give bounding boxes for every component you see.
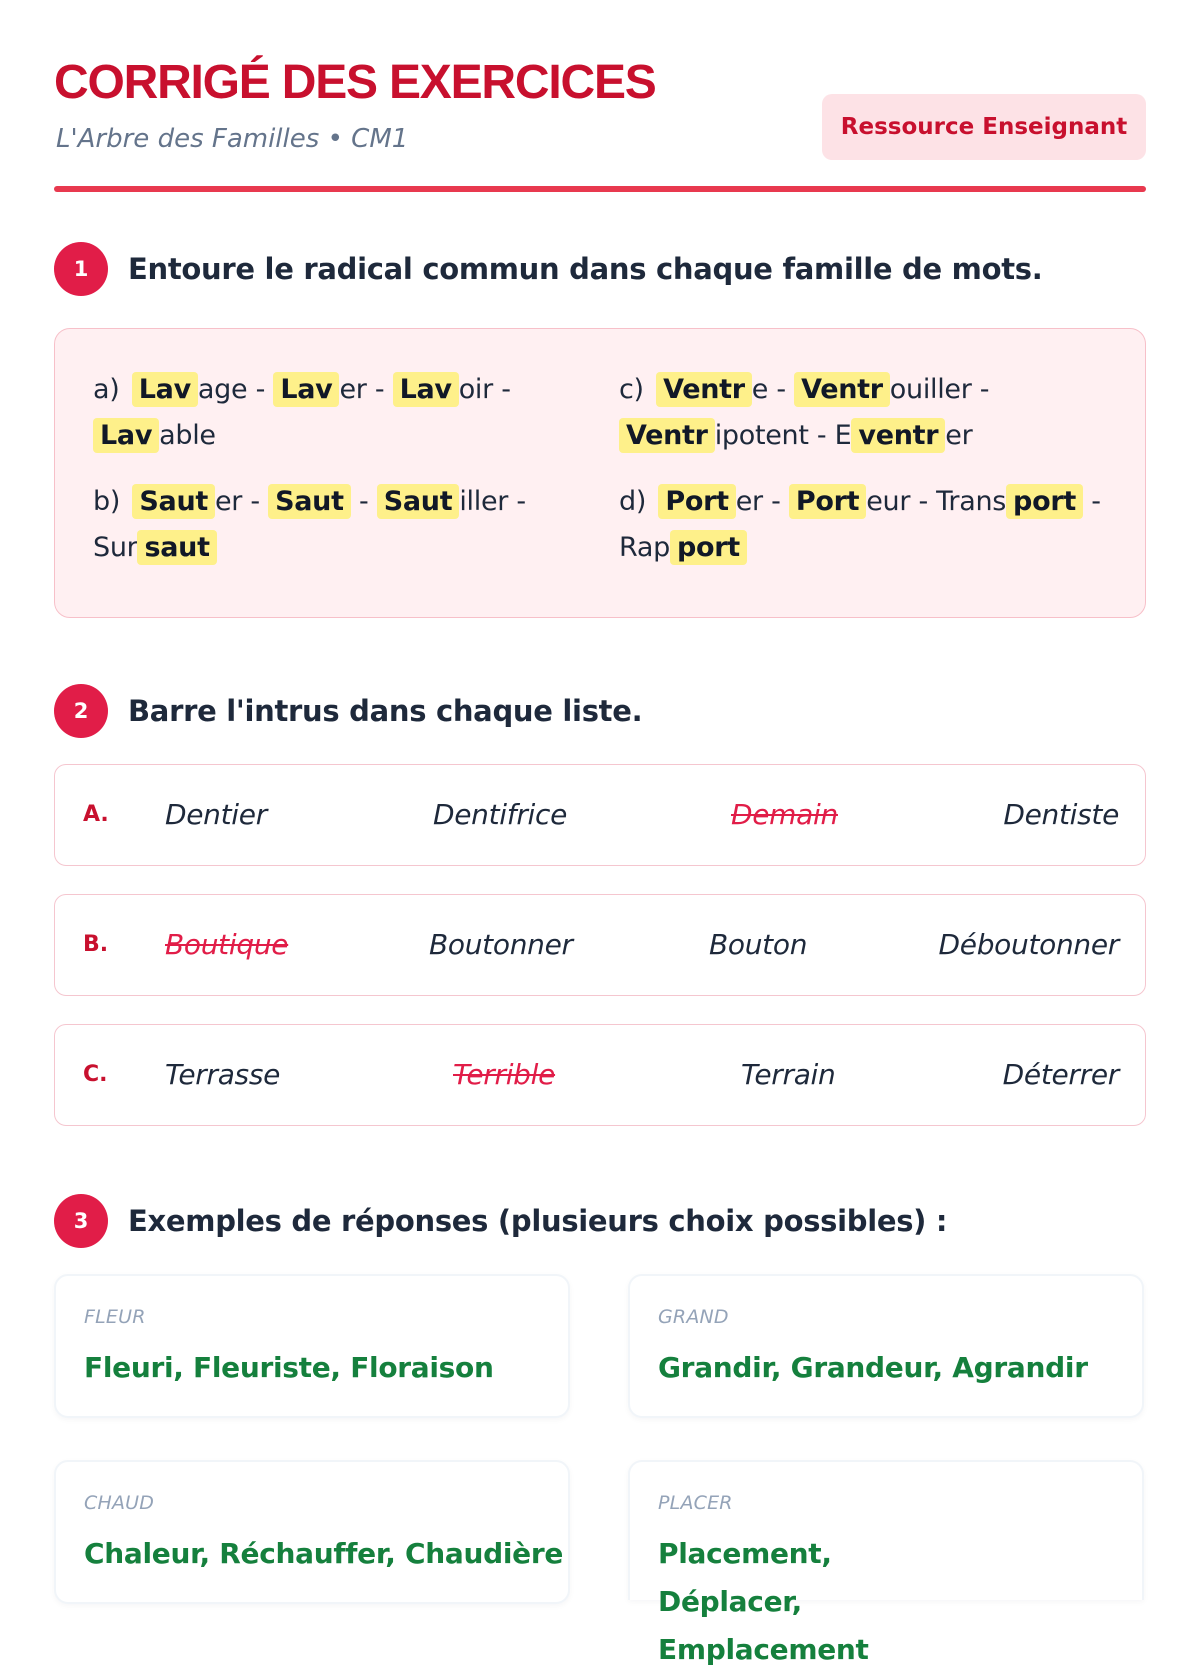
intrus-word-struck: Terrible [453, 1058, 556, 1091]
intrus-row-b [54, 894, 1146, 996]
word-suffix: - [1082, 486, 1101, 517]
radical-highlight: Port [658, 484, 735, 519]
radical-highlight: Ventr [619, 418, 715, 453]
answer-card-grand [628, 1274, 1144, 1418]
radical-highlight: Lav [93, 418, 159, 453]
intrus-row-a [54, 764, 1146, 866]
radical-highlight: saut [137, 530, 216, 565]
answer-card-chaud [54, 1460, 570, 1604]
radical-highlight: Lav [273, 372, 339, 407]
header-divider [54, 186, 1146, 192]
intrus-word-struck: Demain [731, 798, 838, 831]
radical-highlight: port [1006, 484, 1083, 519]
answer-card-label: CHAUD [84, 1492, 155, 1514]
word-families-box [54, 328, 1146, 618]
word-suffix: ouiller - [889, 374, 990, 405]
intrus-row-c [54, 1024, 1146, 1126]
answer-card-text: Grandir, Grandeur, Agrandir [658, 1351, 1088, 1384]
exercise-number-badge: 3 [54, 1194, 108, 1248]
answer-card-placer [628, 1460, 1144, 1666]
exercise-question: Entoure le radical commun dans chaque famille de mots. [128, 252, 1043, 286]
radical-highlight: ventr [851, 418, 945, 453]
page-header [54, 52, 1146, 194]
family-label: d) [619, 486, 647, 517]
row-letter: C. [83, 1062, 108, 1087]
row-letter: B. [83, 932, 109, 957]
row-letter: A. [83, 802, 109, 827]
word-prefix: Rap [619, 532, 670, 563]
word-suffix: oir - [458, 374, 511, 405]
word-suffix: eur - Trans [866, 486, 1007, 517]
exercise-question: Exemples de réponses (plusieurs choix possibles) : [128, 1204, 948, 1238]
list-word: Dentier [165, 798, 267, 831]
radical-highlight: Ventr [794, 372, 890, 407]
page-title: CORRIGÉ DES EXERCICES [54, 56, 656, 109]
exercise-number-badge: 2 [54, 684, 108, 738]
word-prefix: Sur [93, 532, 138, 563]
radical-highlight: Saut [132, 484, 215, 519]
word-suffix: e - [751, 374, 795, 405]
radical-highlight: Port [789, 484, 866, 519]
family-d [619, 479, 1129, 571]
word-suffix: able [159, 420, 216, 451]
family-c [619, 367, 1119, 459]
list-word: Déterrer [1002, 1058, 1119, 1091]
list-word: Dentiste [1003, 798, 1119, 831]
intrus-word-struck: Boutique [165, 928, 289, 961]
family-label: c) [619, 374, 644, 405]
page-subtitle: L'Arbre des Familles • CM1 [56, 124, 409, 154]
radical-highlight: Saut [268, 484, 351, 519]
radical-highlight: Ventr [656, 372, 752, 407]
resource-badge: Ressource Enseignant [822, 94, 1146, 160]
family-label: b) [93, 486, 121, 517]
radical-highlight: Lav [393, 372, 459, 407]
family-a [93, 367, 553, 459]
exercise-2-heading [54, 684, 1146, 738]
answer-card-label: GRAND [658, 1306, 729, 1328]
answer-card-fleur [54, 1274, 570, 1418]
list-word: Bouton [709, 928, 808, 961]
word-suffix: er - [214, 486, 269, 517]
radical-highlight: Lav [132, 372, 198, 407]
word-suffix: ipotent - E [714, 420, 852, 451]
exercise-number-badge: 1 [54, 242, 108, 296]
list-word: Déboutonner [938, 928, 1119, 961]
list-word: Terrain [741, 1058, 836, 1091]
word-suffix: er - [735, 486, 789, 517]
exercise-1-heading [54, 242, 1146, 296]
list-word: Boutonner [429, 928, 573, 961]
answer-card-label: FLEUR [84, 1306, 146, 1328]
answer-card-label: PLACER [658, 1492, 733, 1514]
word-suffix: - [350, 486, 377, 517]
family-b [93, 479, 563, 571]
exercise-question: Barre l'intrus dans chaque liste. [128, 694, 643, 728]
radical-highlight: port [670, 530, 747, 565]
word-suffix: er [945, 420, 973, 451]
word-suffix: er - [339, 374, 393, 405]
word-suffix: iller - [459, 486, 526, 517]
radical-highlight: Saut [377, 484, 460, 519]
list-word: Dentifrice [433, 798, 568, 831]
answer-card-text: Chaleur, Réchauffer, Chaudière [84, 1537, 564, 1570]
family-label: a) [93, 374, 120, 405]
exercise-3-heading [54, 1194, 1146, 1248]
word-suffix: age - [197, 374, 274, 405]
list-word: Terrasse [165, 1058, 281, 1091]
answer-card-text: Placement, Déplacer, Emplacement [658, 1537, 869, 1666]
answer-card-text: Fleuri, Fleuriste, Floraison [84, 1351, 494, 1384]
